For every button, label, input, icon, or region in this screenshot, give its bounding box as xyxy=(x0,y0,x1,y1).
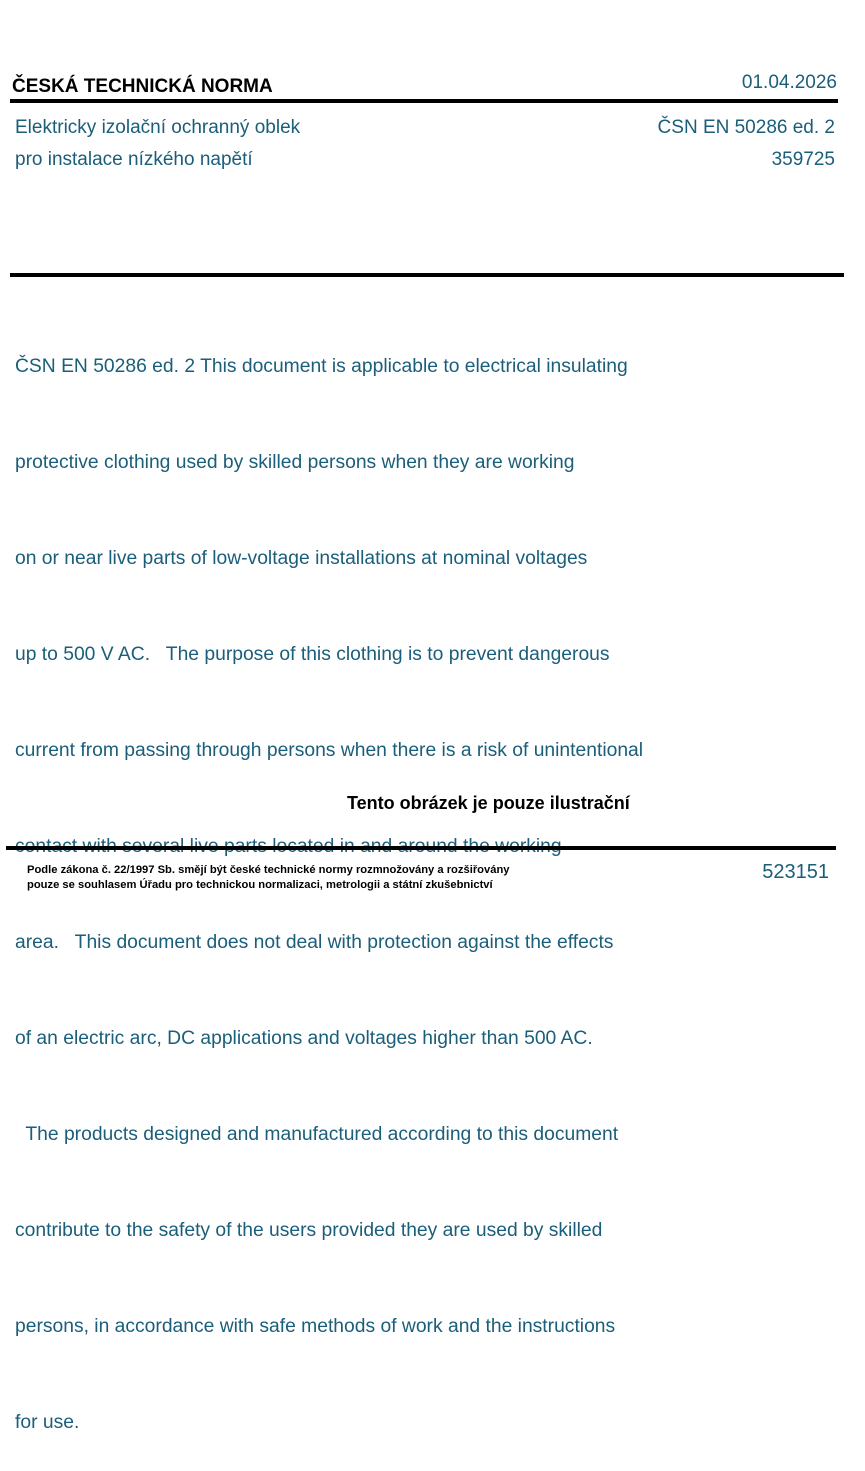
abstract-line: of an electric arc, DC applications and voltages higher than 500 AC. xyxy=(15,1028,593,1049)
legal-notice xyxy=(27,863,510,893)
abstract-line: The products designed and manufactured according to this document xyxy=(15,1124,619,1145)
standard-title-line-2: pro instalace nízkého napětí xyxy=(15,149,253,170)
illustration-note: Tento obrázek je pouze ilustrační xyxy=(347,793,630,813)
abstract-line: contribute to the safety of the users provided they are used by skilled xyxy=(15,1220,603,1241)
footer-rule xyxy=(6,846,836,850)
abstract-line: area. This document does not deal with protection against the effects xyxy=(15,932,614,953)
abstract-line: on or near live parts of low-voltage installations at nominal voltages xyxy=(15,548,588,569)
abstract-line: for use. xyxy=(15,1412,80,1433)
abstract-line: up to 500 V AC. The purpose of this clothing is to prevent dangerous xyxy=(15,644,610,665)
abstract-line: current from passing through persons when there is a risk of unintentional xyxy=(15,740,644,761)
header-rule xyxy=(10,99,838,103)
standard-title-line-1: Elektricky izolační ochranný oblek xyxy=(15,117,301,138)
publication-date: 01.04.2026 xyxy=(741,72,837,93)
standard-designation: ČSN EN 50286 ed. 2 xyxy=(657,117,835,138)
legal-notice-line-2: pouze se souhlasem Úřadu pro technickou normalizaci, metrologii a státní zkušebnictví xyxy=(27,879,493,891)
abstract-line: ČSN EN 50286 ed. 2 This document is applicable to electrical insulating xyxy=(15,356,628,377)
legal-notice-line-1: Podle zákona č. 22/1997 Sb. smějí být české technické normy rozmnožovány a rozšiřovány xyxy=(27,864,510,876)
document-number: 523151 xyxy=(762,861,829,883)
catalog-number: 359725 xyxy=(771,149,835,170)
section-rule xyxy=(10,273,844,277)
abstract-line: protective clothing used by skilled persons when they are working xyxy=(15,452,575,473)
document-type-title: ČESKÁ TECHNICKÁ NORMA xyxy=(12,76,273,97)
abstract-line: persons, in accordance with safe methods of work and the instructions xyxy=(15,1316,616,1337)
